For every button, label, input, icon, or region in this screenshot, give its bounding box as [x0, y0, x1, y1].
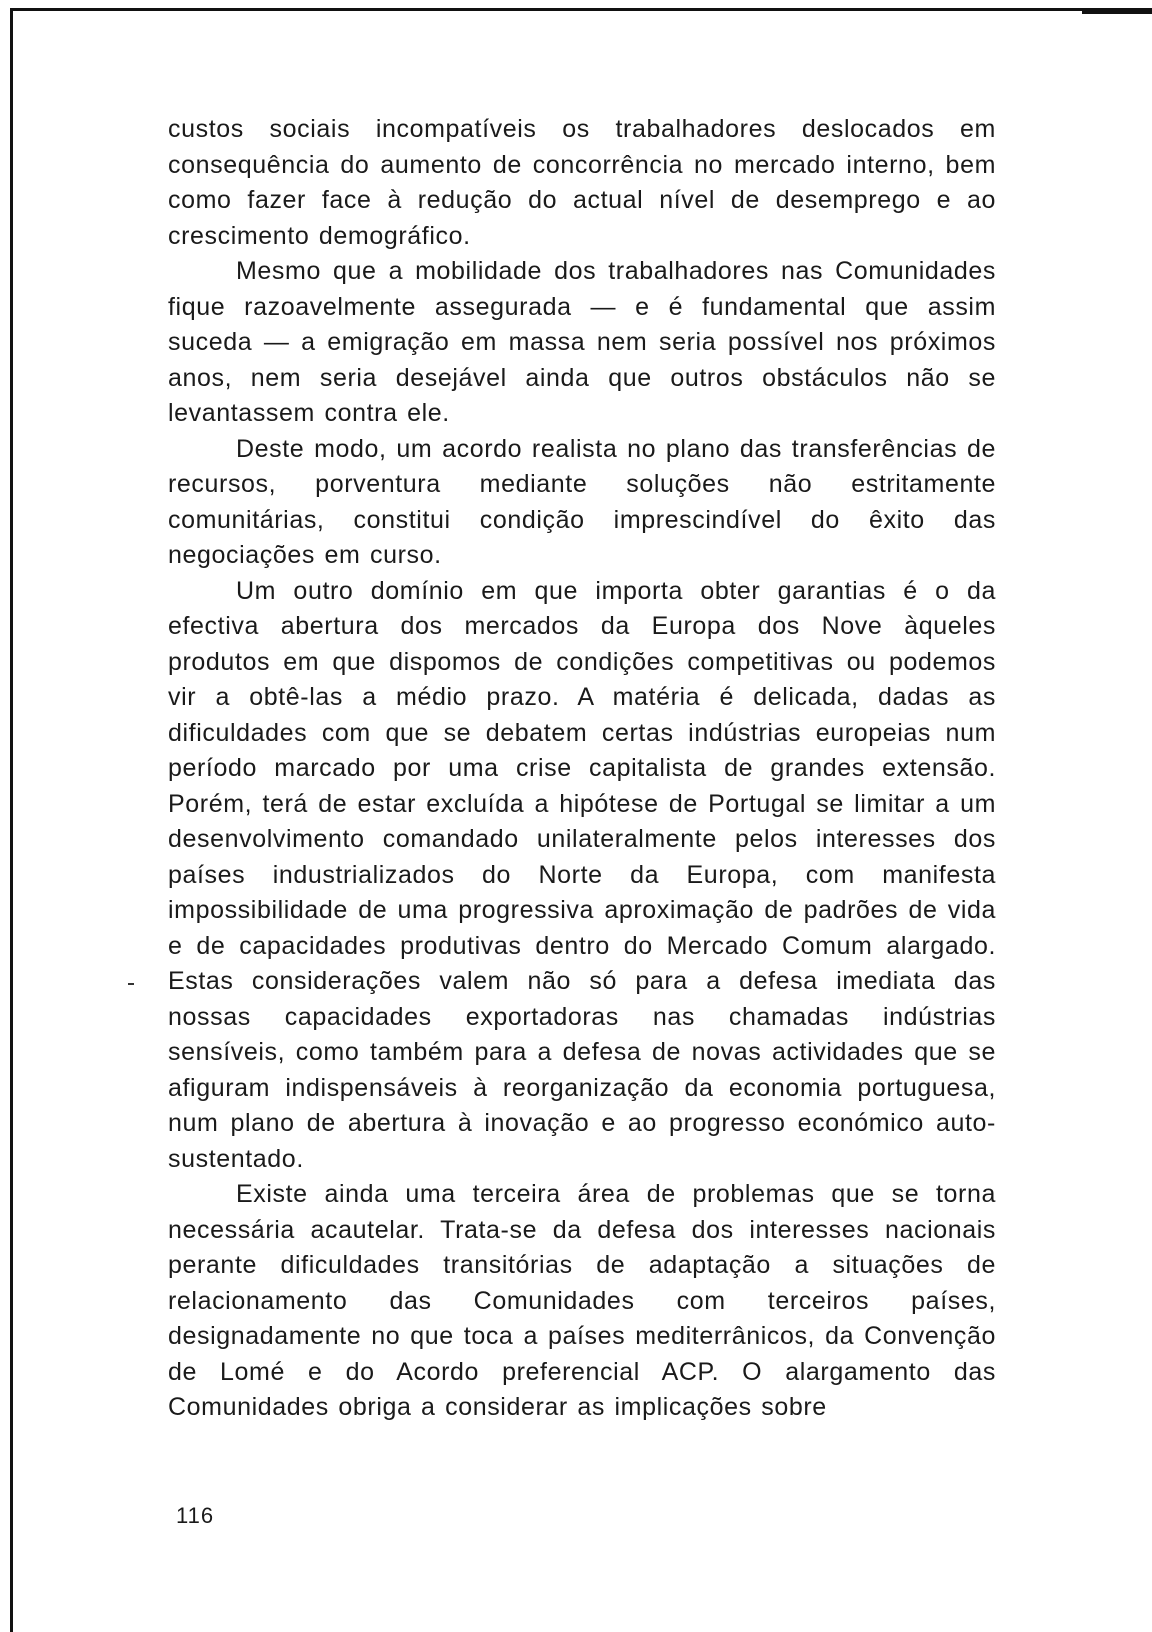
page-border-top — [10, 8, 1152, 11]
paragraph-2: Mesmo que a mobilidade dos trabalhadores nas Comunidades fique razoavelmente assegurada — e é fundamental que assim suceda — a emigração em massa nem seria possível nos próximos anos, nem seria desejável ainda que outros obstáculos não se levantassem contra ele. — [168, 257, 996, 427]
margin-mark — [128, 983, 134, 985]
page-border-top-tail — [1082, 9, 1152, 14]
paragraph-1: custos sociais incompatíveis os trabalhadores deslocados em consequência do aumento de concorrência no mercado interno, bem como fazer face à redução do actual nível de desemprego e ao crescimento demográfico. — [168, 115, 996, 250]
paragraph-5: Existe ainda uma terceira área de problemas que se torna necessária acautelar. Trata-se da defesa dos interesses nacionais perante dificuldades transitórias de adaptação a situações de relacionamento das Comunidades com terceiros países, designadamente no que toca a países mediterrânicos, da Convenção de Lomé e do Acordo preferencial ACP. O alargamento das Comunidades obriga a considerar as implicações sobre — [168, 1180, 996, 1421]
paragraph-4: Um outro domínio em que importa obter garantias é o da efectiva abertura dos mercados da Europa dos Nove àqueles produtos em que dispomos de condições competitivas ou podemos vir a obtê-las a médio prazo. A matéria é delicada, dadas as dificuldades com que se debatem certas indústrias europeias num período marcado por uma crise capitalista de grandes extensão. Porém, terá de estar excluída a hipótese de Portugal se limitar a um desenvolvimento comandado unilateralmente pelos interesses dos países industrializados do Norte da Europa, com manifesta impossibilidade de uma progressiva aproximação de padrões de vida e de capacidades produtivas dentro do Mercado Comum alargado. Estas considerações valem não só para a defesa imediata das nossas capacidades exportadoras nas chamadas indústrias sensíveis, como também para a defesa de novas actividades que se afiguram indispensáveis à reorganização da economia portuguesa, num plano de abertura à inovação e ao progresso económico auto-sustentado. — [168, 576, 996, 1173]
paragraph-3: Deste modo, um acordo realista no plano das transferências de recursos, porventura mediante soluções não estritamente comunitárias, constitui condição imprescindível do êxito das negociações em curso. — [168, 434, 996, 569]
page-body — [168, 112, 996, 1426]
page-number: 116 — [176, 1503, 215, 1528]
page-border-left — [10, 8, 13, 1632]
